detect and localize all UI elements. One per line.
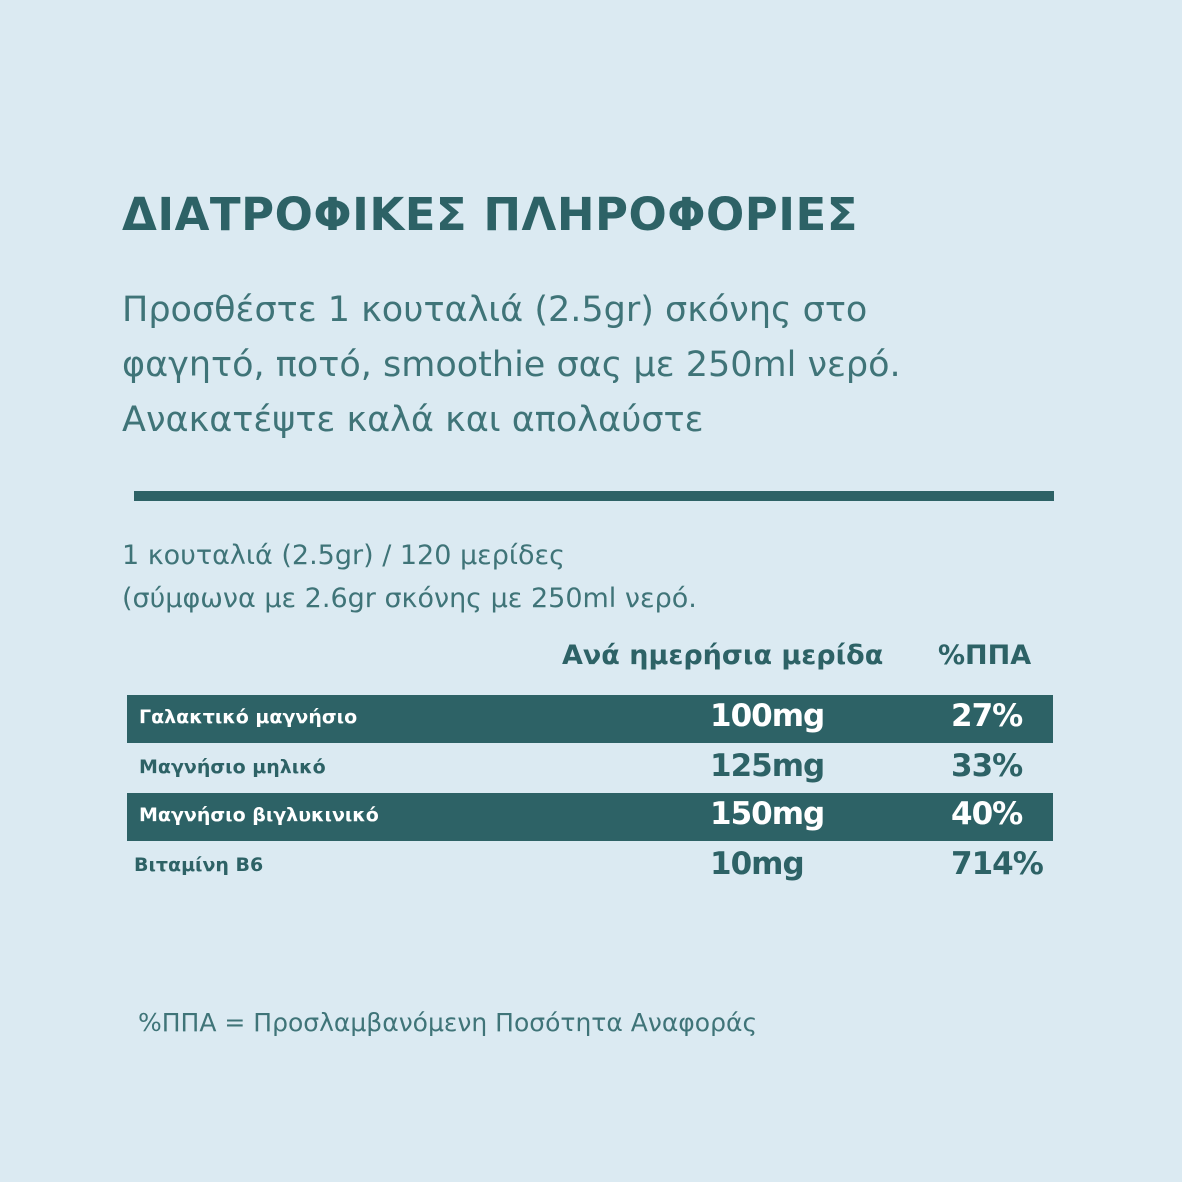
nutrient-rda: 27% [951, 698, 1023, 734]
column-header-per-serving: Ανά ημερήσια μερίδα [562, 640, 884, 671]
nutrient-rda: 33% [951, 748, 1023, 784]
nutrient-rda: 714% [951, 846, 1043, 882]
table-row [127, 843, 1053, 891]
serving-info [122, 534, 697, 620]
footnote: %ΠΠΑ = Προσλαμβανόμενη Ποσότητα Αναφοράς [138, 1008, 758, 1037]
page-title: ΔΙΑΤΡΟΦΙΚΕΣ ΠΛΗΡΟΦΟΡΙΕΣ [122, 188, 858, 241]
serving-line: 1 κουταλιά (2.5gr) / 120 μερίδες [122, 540, 565, 571]
column-header-rda: %ΠΠΑ [938, 640, 1032, 671]
nutrient-amount: 100mg [710, 698, 825, 734]
section-divider [134, 491, 1054, 501]
nutrient-rda: 40% [951, 796, 1023, 832]
nutrient-amount: 10mg [710, 846, 804, 882]
nutrient-amount: 125mg [710, 748, 825, 784]
table-row [127, 793, 1053, 841]
nutrient-name: Μαγνήσιο μηλικό [139, 756, 326, 778]
table-row [127, 695, 1053, 743]
nutrient-name: Βιταμίνη Β6 [134, 854, 264, 876]
usage-instructions [122, 283, 1062, 448]
instruction-line: Ανακατέψτε καλά και απολαύστε [122, 400, 704, 440]
instruction-line: Προσθέστε 1 κουταλιά (2.5gr) σκόνης στο [122, 290, 868, 330]
table-row [127, 745, 1053, 793]
nutrient-amount: 150mg [710, 796, 825, 832]
serving-line: (σύμφωνα με 2.6gr σκόνης με 250ml νερό. [122, 583, 697, 614]
nutrient-name: Μαγνήσιο βιγλυκινικό [139, 804, 379, 826]
nutrient-name: Γαλακτικό μαγνήσιο [139, 706, 358, 728]
instruction-line: φαγητό, ποτό, smoothie σας με 250ml νερό. [122, 345, 901, 385]
